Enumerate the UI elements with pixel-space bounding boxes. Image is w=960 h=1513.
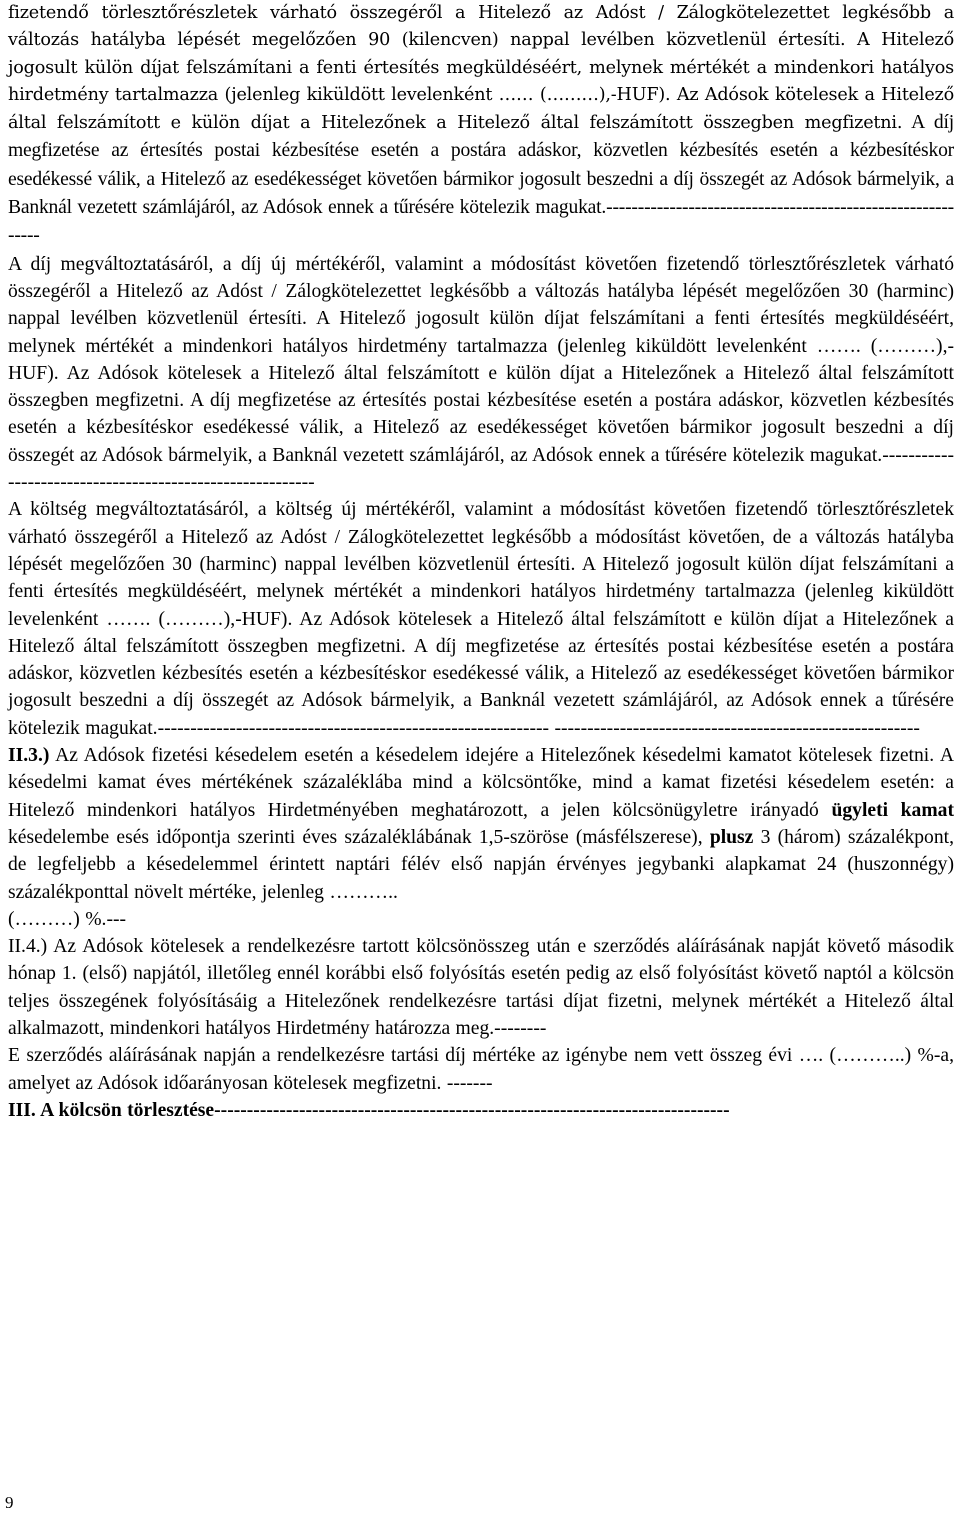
paragraph-commitment-fee [8, 933, 954, 1042]
section-heading [8, 1097, 954, 1124]
document-body [8, 0, 954, 1124]
paragraph-commitment-fee-rate [8, 1042, 954, 1097]
paragraph-text: E szerződés aláírásának napján a rendelkezésre tartási díj mértéke az igénybe nem vett összeg évi …. (………..) %-a, amelyet az Adósok időarányosan kötelesek megfizetni. ------- [8, 1045, 954, 1094]
dash-filler: ------------------------------------------------------------ [8, 197, 954, 247]
bold-term: plusz [709, 826, 754, 848]
paragraph-text: fizetendő törlesztőrészletek várható összegéről a Hitelező az Adóst / Zálogkötelezettet legkésőbb a változás hatályba lépését megelőzően 90 (kilencven) nappal levélben közvetlenül értesíti. A Hitelező jogosult külön díjat felszámítani a fenti értesítés megküldéséért, melynek mértékét a mindenkori hatályos hirdetmény tartalmazza (jelenleg kiküldött levelenként …… (………),-HUF). Az Adósok kötelesek a Hitelező által felszámított e külön díjat a Hitelezőnek a Hitelező által felszámított összegben megfizetni. [8, 3, 954, 134]
section-number: II.3.) [8, 745, 50, 767]
paragraph-text: (………) %.--- [8, 908, 127, 930]
paragraph-late-interest [8, 742, 954, 933]
page-number: 9 [5, 1493, 14, 1512]
paragraph-text: A költség megváltoztatásáról, a költség új mértékéről, valamint a módosítást követően fizetendő törlesztőrészletek várható összegéről a Hitelező az Adóst / Zálogkötelezettet legkésőbb a módosítást követően, de a változás hatályba lépését megelőzően 30 (harminc) nappal levélben közvetlenül értesíti. A Hitelező jogosult külön díjat felszámítani a fenti értesítés megküldéséért, melynek mértékét a mindenkori hatályos hirdetmény tartalmazza (jelenleg kiküldött levelenként ……. (………),-HUF). Az Adósok kötelesek a Hitelező által felszámított e külön díjat a Hitelezőnek a Hitelező által felszámított összegben megfizetni. A díj megfizetése az értesítés postai kézbesítése esetén a postára adáskor, közvetlen kézbesítés esetén a kézbesítéskor esedékessé válik, a Hitelező az esedékességet követően bármikor jogosult beszedni a díj összegét az Adósok bármelyik, a Banknál vezetett számlájáról, az Adósok ennek a tűrésére kötelezik magukat. [8, 499, 954, 739]
bold-term: ügyleti kamat [831, 799, 954, 821]
dash-filler: -------------------------------------------------------- [554, 717, 920, 739]
paragraph-text: II.4.) Az Adósok kötelesek a rendelkezésre tartott kölcsönösszeg után e szerződés aláírásának napját követő második hónap 1. (első) napjától, illetőleg ennél korábbi első folyósítás esetén pedig az első folyósítást követő naptól a kölcsön teljes összegének folyósításáig a Hitelezőnek rendelkezésre tartási díjat fizetni, melynek mértékét a Hitelező által alkalmazott, mindenkori hatályos Hirdetmény határozza meg.-------- [8, 936, 954, 1039]
section-heading-title: III. A kölcsön törlesztése [8, 1099, 215, 1121]
dash-filler: ------------------------------------------------------------------------------- [214, 1099, 730, 1121]
paragraph-text: Az Adósok fizetési késedelem esetén a késedelem idejére a Hitelezőnek késedelmi kamatot kötelesek fizetni. A késedelmi kamat éves mértékének százaléklába mind a kölcsöntőke, mind a kamat fizetési késedelem esetén: a Hitelező mindenkori hatályos Hirdetményében meghatározott, a jelen kölcsönügyletre irányadó [8, 745, 954, 821]
paragraph-text: A díj megváltoztatásáról, a díj új mértékéről, valamint a módosítást követően fizetendő törlesztőrészletek várható összegéről a Hitelező az Adóst / Zálogkötelezettet legkésőbb a változás hatályba lépését megelőzően 30 (harminc) nappal levélben közvetlenül értesíti. A Hitelező jogosult külön díjat felszámítani a fenti értesítés megküldéséért, melynek mértékét a mindenkori hatályos hirdetmény tartalmazza (jelenleg kiküldött levelenként ……. (………),-HUF). Az Adósok kötelesek a Hitelező által felszámított e külön díjat a Hitelezőnek a Hitelező által felszámított összegben megfizetni. A díj megfizetése az értesítés postai kézbesítése esetén a postára adáskor, közvetlen kézbesítés esetén a kézbesítéskor esedékessé válik, a Hitelező az esedékességet követően bármikor jogosult beszedni a díj összegét az Adósok bármelyik, a Banknál vezetett számlájáról, az Adósok ennek a tűrésére kötelezik magukat. [8, 253, 954, 466]
paragraph-text: A díj megfizetése az értesítés postai kézbesítése esetén a postára adáskor, közvetlen kézbesítés esetén a kézbesítéskor esedékessé válik, a Hitelező az esedékességet követően bármikor jogosult beszedni a díj összegét az Adósok bármelyik, a Banknál vezetett számlájáról, az Adósok ennek a tűrésére kötelezik magukat. [8, 112, 954, 219]
dash-filler: ---------------------------------------------------------- [8, 444, 954, 494]
paragraph-fee-notification-continued [8, 0, 954, 251]
paragraph-cost-change [8, 496, 954, 742]
paragraph-text: 3 (három) százalékpont, de legfeljebb a késedelemmel érintett naptári félév első napján érvényes jegybanki alapkamat 24 (huszonnégy) százalékponttal növelt mértéke, jelenleg ……….. [8, 826, 954, 903]
paragraph-fee-change [8, 251, 954, 497]
paragraph-text: késedelembe esés időpontja szerinti éves százaléklábának 1,5-szöröse (másfélszerese), [8, 826, 710, 848]
dash-filler: ------------------------------------------------------------ [157, 717, 550, 739]
